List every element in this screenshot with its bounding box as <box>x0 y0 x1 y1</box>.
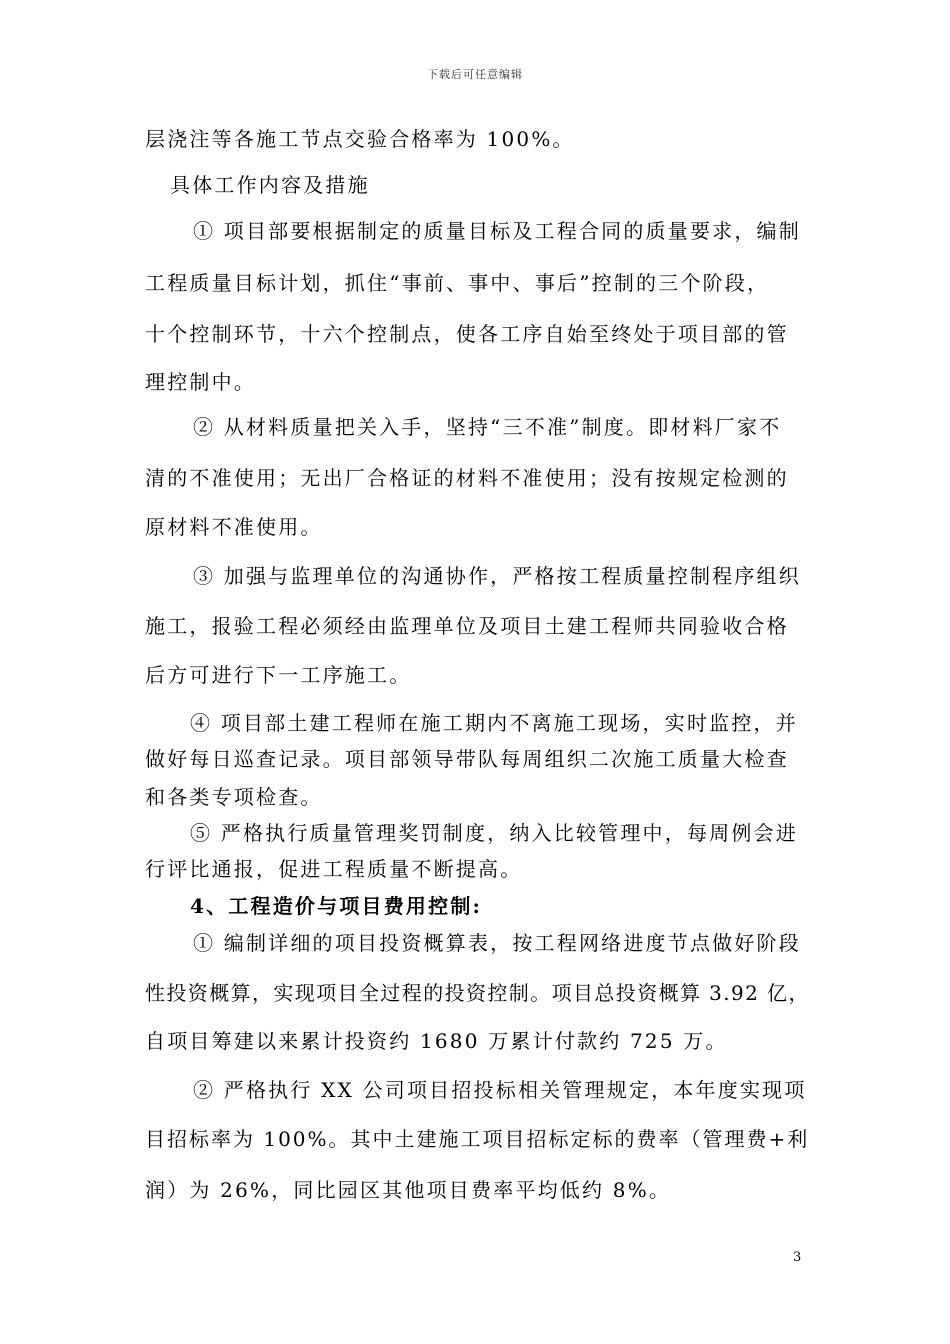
section-heading: 4、工程造价与项目费用控制: <box>190 894 483 918</box>
body-line: 润）为 26%，同比园区其他项目费率平均低约 8%。 <box>145 1178 672 1202</box>
body-line: ③ 加强与监理单位的沟通协作，严格按工程质量控制程序组织 <box>193 564 801 588</box>
body-line: ② 从材料质量把关入手，坚持“三不准”制度。即材料厂家不 <box>193 415 782 439</box>
body-line: 具体工作内容及措施 <box>170 173 370 197</box>
body-line: 层浇注等各施工节点交验合格率为 100%。 <box>145 127 575 151</box>
page-header: 下载后可任意编辑 <box>427 68 523 81</box>
page-number: 3 <box>793 1250 802 1265</box>
body-line: 做好每日巡查记录。项目部领导带队每周组织二次施工质量大检查 <box>145 747 789 771</box>
body-line: ② 严格执行 XX 公司项目招投标相关管理规定，本年度实现项 <box>193 1078 807 1102</box>
body-line: 工程质量目标计划，抓住“事前、事中、事后”控制的三个阶段， <box>145 271 770 295</box>
body-line: 原材料不准使用。 <box>145 515 323 539</box>
body-line: ① 编制详细的项目投资概算表，按工程网络进度节点做好阶段 <box>193 931 801 955</box>
body-line: 和各类专项检查。 <box>145 785 323 809</box>
body-line: ④ 项目部土建工程师在施工期内不离施工现场，实时监控，并 <box>190 711 798 735</box>
body-line: 理控制中。 <box>145 370 256 394</box>
body-line: 自项目筹建以来累计投资约 1680 万累计付款约 725 万。 <box>145 1029 728 1053</box>
body-line: 后方可进行下一工序施工。 <box>145 663 412 687</box>
body-line: 施工，报验工程必须经由监理单位及项目土建工程师共同验收合格 <box>145 614 789 638</box>
body-line: ⑤ 严格执行质量管理奖罚制度，纳入比较管理中，每周例会进 <box>190 821 798 845</box>
body-line: 行评比通报，促进工程质量不断提高。 <box>145 857 523 881</box>
body-line: 清的不准使用；无出厂合格证的材料不准使用；没有按规定检测的 <box>145 466 789 490</box>
body-line: 性投资概算，实现项目全过程的投资控制。项目总投资概算 3.92 亿， <box>145 981 810 1005</box>
body-line: ① 项目部要根据制定的质量目标及工程合同的质量要求，编制 <box>193 219 801 243</box>
body-line: 目招标率为 100%。其中土建施工项目招标定标的费率（管理费+利 <box>145 1127 810 1151</box>
body-line: 十个控制环节，十六个控制点，使各工序自始至终处于项目部的管 <box>145 322 789 346</box>
